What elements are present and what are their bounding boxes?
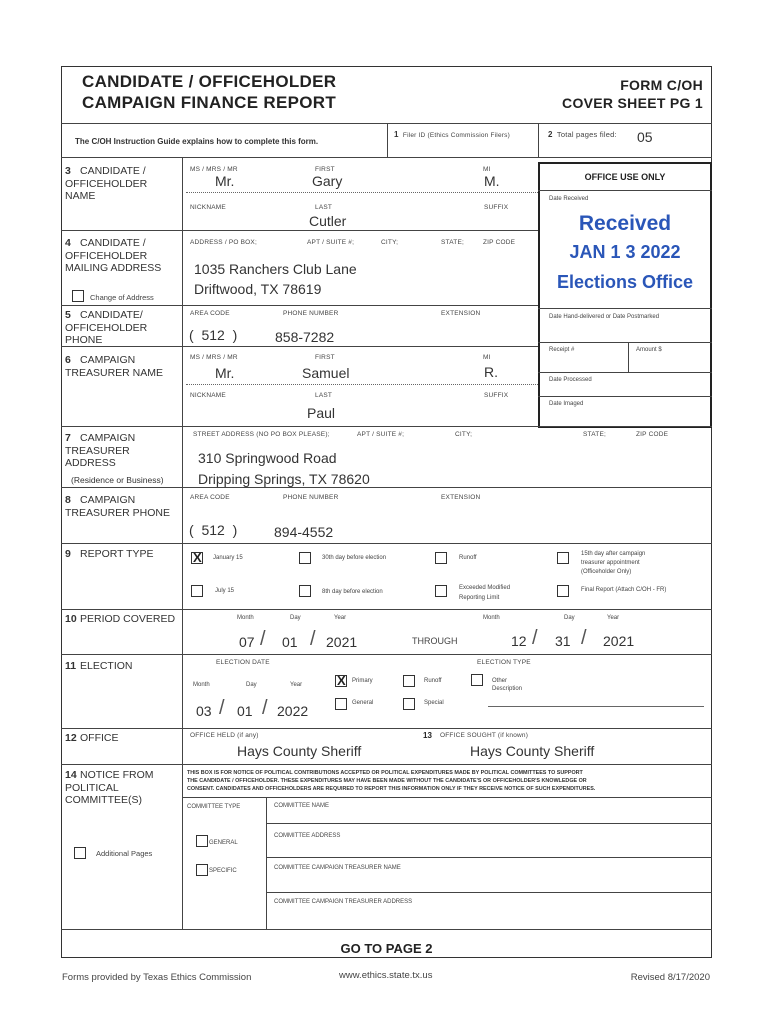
residence-or-business-label: (Residence or Business)	[71, 475, 164, 485]
treas-city-label: CITY;	[455, 431, 473, 438]
election-primary-checkbox[interactable]	[335, 675, 347, 687]
cand-zip-label: ZIP CODE	[483, 239, 516, 246]
committee-notice-line2: THE CANDIDATE / OFFICEHOLDER. THESE EXPENDITURES MAY HAVE BEEN MADE WITHOUT THE CANDIDATE'S OR OFFICEHOLDER'S KNOWLEDGE OR	[187, 778, 587, 785]
to-month-label: Month	[483, 615, 500, 621]
change-of-address-label: Change of Address	[90, 293, 154, 302]
treas-first-value[interactable]: Samuel	[302, 365, 350, 381]
election-month-label: Month	[193, 682, 210, 688]
treas-last-label: LAST	[315, 392, 333, 399]
committee-treasurer-address-label: COMMITTEE CAMPAIGN TREASURER ADDRESS	[274, 899, 413, 905]
receipt-label: Receipt #	[549, 347, 575, 353]
office-sought-value[interactable]: Hays County Sheriff	[470, 743, 595, 759]
report-15day-label-3: (Officeholder Only)	[581, 569, 632, 575]
section-7-label: CAMPAIGN TREASURER ADDRESS	[65, 432, 136, 469]
report-jul15-label: July 15	[215, 588, 235, 594]
treas-nickname-label: NICKNAME	[190, 392, 226, 399]
report-30day-checkbox[interactable]	[299, 552, 311, 564]
election-date-label: ELECTION DATE	[216, 659, 270, 666]
section-11-label: ELECTION	[80, 660, 133, 672]
section-9-number: 9	[65, 548, 71, 560]
section-3-number: 3	[65, 165, 71, 177]
report-runoff-checkbox[interactable]	[435, 552, 447, 564]
section-14-label: NOTICE FROM POLITICAL COMMITTEE(S)	[65, 769, 154, 806]
received-stamp: Received	[578, 212, 672, 235]
report-exceeded-label-2: Reporting Limit	[459, 595, 500, 601]
cand-area-code[interactable]: 512	[201, 327, 225, 343]
report-15day-label-1: 15th day after campaign	[581, 551, 646, 557]
amount-label: Amount $	[636, 347, 662, 353]
report-jan15-checkbox[interactable]	[191, 552, 203, 564]
filer-id-label: Filer ID (Ethics Commission Filers)	[402, 132, 510, 139]
section-9-label: REPORT TYPE	[80, 548, 154, 560]
election-special-label: Special	[424, 700, 444, 706]
section-11-number: 11	[65, 660, 77, 672]
election-special-checkbox[interactable]	[403, 698, 415, 710]
report-final-checkbox[interactable]	[557, 585, 569, 597]
cand-prefix-value[interactable]: Mr.	[215, 173, 235, 189]
election-type-label: ELECTION TYPE	[477, 659, 531, 666]
election-year-label: Year	[290, 682, 303, 688]
office-sought-label: OFFICE SOUGHT (if known)	[440, 732, 529, 739]
from-year-label: Year	[334, 615, 347, 621]
report-15day-checkbox[interactable]	[557, 552, 569, 564]
section-8-label: CAMPAIGN TREASURER PHONE	[65, 494, 171, 519]
election-other-label-1: Other	[492, 678, 508, 684]
from-month-value[interactable]: 07	[239, 634, 255, 650]
cover-sheet-label: COVER SHEET PG 1	[562, 95, 703, 111]
report-jan15-label: January 15	[213, 555, 243, 561]
section-8-number: 8	[65, 494, 71, 506]
total-pages-value[interactable]: 05	[637, 129, 653, 145]
office-held-label: OFFICE HELD (if any)	[190, 732, 259, 739]
from-day-label: Day	[290, 615, 301, 621]
committee-general-checkbox[interactable]	[196, 835, 208, 847]
treas-extension-label: EXTENSION	[441, 494, 481, 501]
through-label: THROUGH	[412, 636, 458, 646]
section-12-number: 12	[65, 732, 77, 744]
cand-nickname-label: NICKNAME	[190, 204, 226, 211]
office-use-heading: OFFICE USE ONLY	[584, 172, 666, 182]
from-month-label: Month	[237, 615, 254, 621]
treas-address-line2[interactable]: Dripping Springs, TX 78620	[198, 471, 370, 487]
ethics-website: www.ethics.state.tx.us	[339, 970, 433, 981]
election-general-label: General	[352, 700, 374, 706]
cand-address-label: ADDRESS / PO BOX;	[190, 239, 257, 246]
cand-area-code-label: AREA CODE	[190, 310, 230, 317]
section-12-label: OFFICE	[80, 732, 119, 744]
section-13-number: 13	[423, 731, 432, 740]
form-title-line1: CANDIDATE / OFFICEHOLDER	[82, 72, 337, 91]
treas-mi-value[interactable]: R.	[484, 364, 498, 380]
treas-zip-label: ZIP CODE	[636, 431, 669, 438]
election-day-value[interactable]: 01	[237, 703, 253, 719]
section-14-number: 14	[65, 769, 77, 781]
committee-notice-line1: THIS BOX IS FOR NOTICE OF POLITICAL CONTRIBUTIONS ACCEPTED OR POLITICAL EXPENDITURES MADE BY POLITICAL COMMITTEES TO SUPPORT	[187, 770, 583, 776]
committee-specific-checkbox[interactable]	[196, 864, 208, 876]
committee-specific-label: SPECIFIC	[209, 868, 237, 874]
report-30day-label: 30th day before election	[322, 555, 387, 561]
cand-prefix-label: MS / MRS / MR	[190, 166, 238, 173]
additional-pages-label: Additional Pages	[96, 849, 153, 858]
committee-address-label: COMMITTEE ADDRESS	[274, 833, 341, 839]
section-4-number: 4	[65, 237, 71, 249]
section-4-label: CANDIDATE / OFFICEHOLDER MAILING ADDRESS	[65, 237, 162, 274]
cand-mi-value[interactable]: M.	[484, 173, 500, 189]
cand-state-label: STATE;	[441, 239, 464, 246]
election-day-label: Day	[246, 682, 257, 688]
office-held-value[interactable]: Hays County Sheriff	[237, 743, 362, 759]
cand-last-label: LAST	[315, 204, 333, 211]
report-exceeded-checkbox[interactable]	[435, 585, 447, 597]
election-primary-label: Primary	[352, 678, 373, 684]
to-year-value[interactable]: 2021	[603, 633, 635, 649]
election-runoff-label: Runoff	[424, 678, 442, 684]
treas-state-label: STATE;	[583, 431, 606, 438]
treas-suffix-label: SUFFIX	[484, 392, 509, 399]
cand-suffix-label: SUFFIX	[484, 204, 509, 211]
instructions-note: The C/OH Instruction Guide explains how to complete this form.	[75, 137, 319, 146]
to-year-label: Year	[607, 615, 620, 621]
report-8day-label: 8th day before election	[322, 589, 383, 595]
date-received-label: Date Received	[549, 196, 589, 202]
cand-mi-label: MI	[483, 166, 491, 173]
section-5-number: 5	[65, 309, 71, 321]
cand-first-label: FIRST	[315, 166, 335, 173]
treas-address-line1[interactable]: 310 Springwood Road	[198, 450, 337, 466]
filer-id-number: 1	[394, 130, 399, 139]
section-5-label: CANDIDATE/ OFFICEHOLDER PHONE	[65, 309, 148, 346]
election-runoff-checkbox[interactable]	[403, 675, 415, 687]
committee-name-label: COMMITTEE NAME	[274, 803, 329, 809]
committee-type-label: COMMITTEE TYPE	[187, 804, 241, 810]
received-stamp-office: Elections Office	[556, 272, 694, 292]
election-month-value[interactable]: 03	[196, 703, 212, 719]
election-other-label-2: Description	[492, 686, 523, 692]
to-day-value[interactable]: 31	[555, 633, 571, 649]
election-year-value[interactable]: 2022	[277, 703, 309, 719]
section-10-label: PERIOD COVERED	[80, 613, 176, 625]
cand-apt-label: APT / SUITE #;	[307, 239, 355, 246]
committee-general-label: GENERAL	[209, 840, 238, 846]
change-of-address-checkbox[interactable]	[72, 290, 84, 302]
forms-provided-by: Forms provided by Texas Ethics Commission	[62, 972, 252, 983]
total-pages-label: Total pages filed:	[556, 130, 617, 139]
revised-date: Revised 8/17/2020	[630, 972, 710, 983]
report-8day-checkbox[interactable]	[299, 585, 311, 597]
cand-address-line1[interactable]: 1035 Ranchers Club Lane	[194, 261, 357, 277]
section-6-label: CAMPAIGN TREASURER NAME	[65, 354, 164, 379]
received-stamp-date: JAN 1 3 2022	[569, 242, 681, 262]
cand-last-value[interactable]: Cutler	[309, 213, 347, 229]
election-general-checkbox[interactable]	[335, 698, 347, 710]
report-final-label: Final Report (Attach C/OH - FR)	[581, 587, 667, 593]
section-3-label: CANDIDATE / OFFICEHOLDER NAME	[65, 165, 148, 202]
report-runoff-label: Runoff	[459, 555, 477, 561]
report-jul15-checkbox[interactable]	[191, 585, 203, 597]
cand-phone-number[interactable]: 858-7282	[275, 329, 335, 345]
cand-city-label: CITY;	[381, 239, 399, 246]
treas-prefix-value[interactable]: Mr.	[215, 365, 235, 381]
cand-phone-label: PHONE NUMBER	[283, 310, 339, 317]
report-15day-label-2: treasurer appointment	[581, 560, 640, 566]
treas-first-label: FIRST	[315, 354, 335, 361]
treas-street-label: STREET ADDRESS (NO PO BOX PLEASE);	[193, 431, 330, 438]
report-exceeded-label-1: Exceeded Modified	[459, 585, 511, 591]
hand-delivered-label: Date Hand-delivered or Date Postmarked	[549, 314, 660, 320]
committee-notice-line3: CONSENT. CANDIDATES AND OFFICEHOLDERS ARE REQUIRED TO REPORT THIS INFORMATION ONLY IF THEY RECEIVE NOTICE OF SUCH EXPENDITURES.	[187, 786, 596, 793]
treas-area-code[interactable]: 512	[201, 522, 225, 538]
date-processed-label: Date Processed	[549, 377, 592, 383]
cand-address-line2[interactable]: Driftwood, TX 78619	[194, 281, 322, 297]
treas-phone-number[interactable]: 894-4552	[274, 524, 334, 540]
form-code: FORM C/OH	[620, 77, 703, 93]
date-imaged-label: Date Imaged	[549, 401, 584, 407]
treas-phone-label: PHONE NUMBER	[283, 494, 339, 501]
total-pages-number: 2	[548, 130, 553, 139]
go-to-page-2: GO TO PAGE 2	[340, 941, 433, 956]
treas-area-code-label: AREA CODE	[190, 494, 230, 501]
treas-prefix-label: MS / MRS / MR	[190, 354, 238, 361]
treas-apt-label: APT / SUITE #;	[357, 431, 405, 438]
section-6-number: 6	[65, 354, 71, 366]
cand-first-value[interactable]: Gary	[312, 173, 343, 189]
committee-treasurer-name-label: COMMITTEE CAMPAIGN TREASURER NAME	[274, 865, 401, 871]
treas-mi-label: MI	[483, 354, 491, 361]
section-10-number: 10	[65, 613, 77, 625]
cand-extension-label: EXTENSION	[441, 310, 481, 317]
form-title-line2: CAMPAIGN FINANCE REPORT	[82, 93, 337, 112]
to-day-label: Day	[564, 615, 575, 621]
from-day-value[interactable]: 01	[282, 634, 298, 650]
treas-last-value[interactable]: Paul	[307, 405, 336, 421]
section-7-number: 7	[65, 432, 71, 444]
from-year-value[interactable]: 2021	[326, 634, 358, 650]
election-other-checkbox[interactable]	[471, 674, 483, 686]
to-month-value[interactable]: 12	[511, 633, 527, 649]
additional-pages-checkbox[interactable]	[74, 847, 86, 859]
